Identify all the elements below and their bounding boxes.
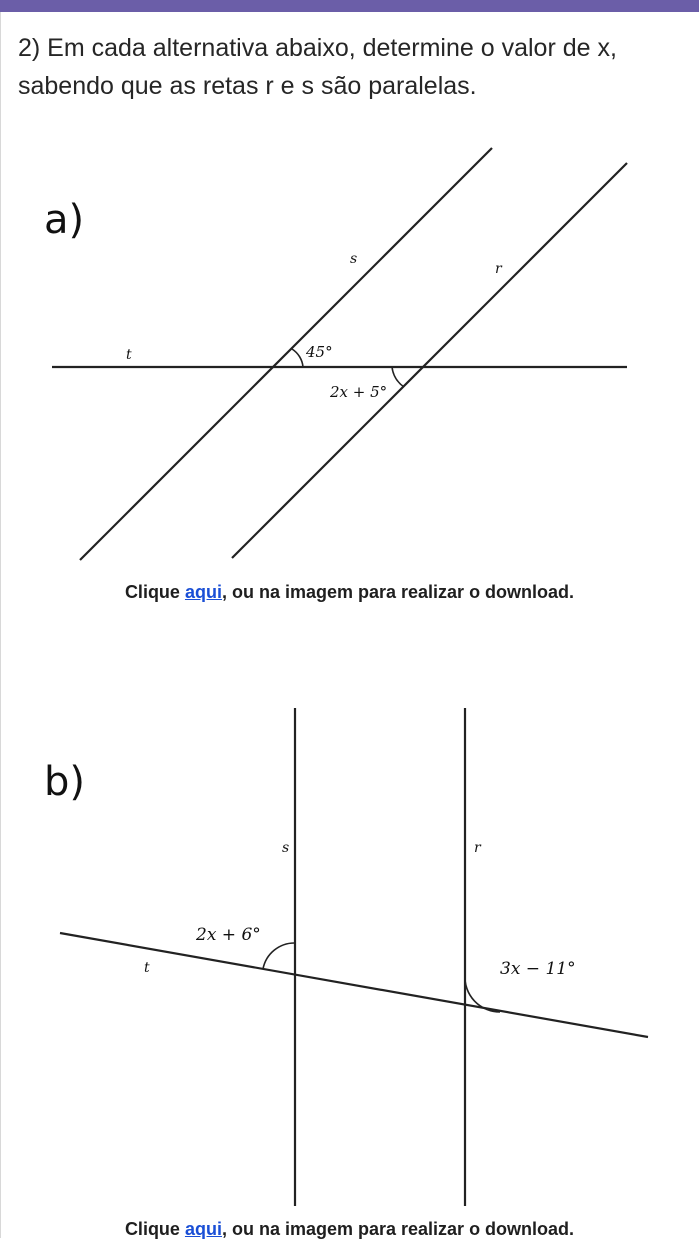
label-t: t bbox=[144, 960, 150, 976]
top-accent-bar bbox=[0, 0, 699, 12]
line-t bbox=[60, 933, 648, 1037]
figure-a-label: a) bbox=[44, 197, 85, 243]
line-r bbox=[232, 163, 627, 558]
angle-arc-2x5 bbox=[392, 367, 404, 387]
figure-a-image[interactable] bbox=[0, 135, 699, 575]
download-link-a[interactable]: aqui bbox=[184, 582, 222, 602]
label-r: r bbox=[474, 840, 481, 856]
download-link-b[interactable]: aqui bbox=[184, 1219, 222, 1239]
angle-label-2x6: 2x + 6° bbox=[196, 925, 261, 945]
figure-b-image[interactable] bbox=[0, 700, 699, 1210]
question-text: 2) Em cada alternativa abaixo, determine o valor de x, sabendo que as retas r e s são paralelas. bbox=[18, 34, 617, 100]
angle-arc-45 bbox=[292, 349, 303, 367]
line-s bbox=[80, 148, 492, 560]
label-t: t bbox=[126, 347, 132, 363]
angle-arc-2x6 bbox=[263, 943, 295, 969]
figure-b-label: b) bbox=[44, 759, 85, 805]
label-s: s bbox=[350, 251, 358, 267]
download-caption-b: Clique aqui, ou na imagem para realizar o download. bbox=[124, 1219, 575, 1239]
label-r: r bbox=[495, 261, 502, 277]
angle-label-45: 45° bbox=[306, 343, 333, 361]
angle-label-3x11: 3x − 11° bbox=[500, 959, 576, 979]
label-s: s bbox=[282, 840, 290, 856]
download-caption-a: Clique aqui, ou na imagem para realizar o download. bbox=[124, 582, 575, 602]
angle-label-2x5: 2x + 5° bbox=[330, 383, 388, 401]
